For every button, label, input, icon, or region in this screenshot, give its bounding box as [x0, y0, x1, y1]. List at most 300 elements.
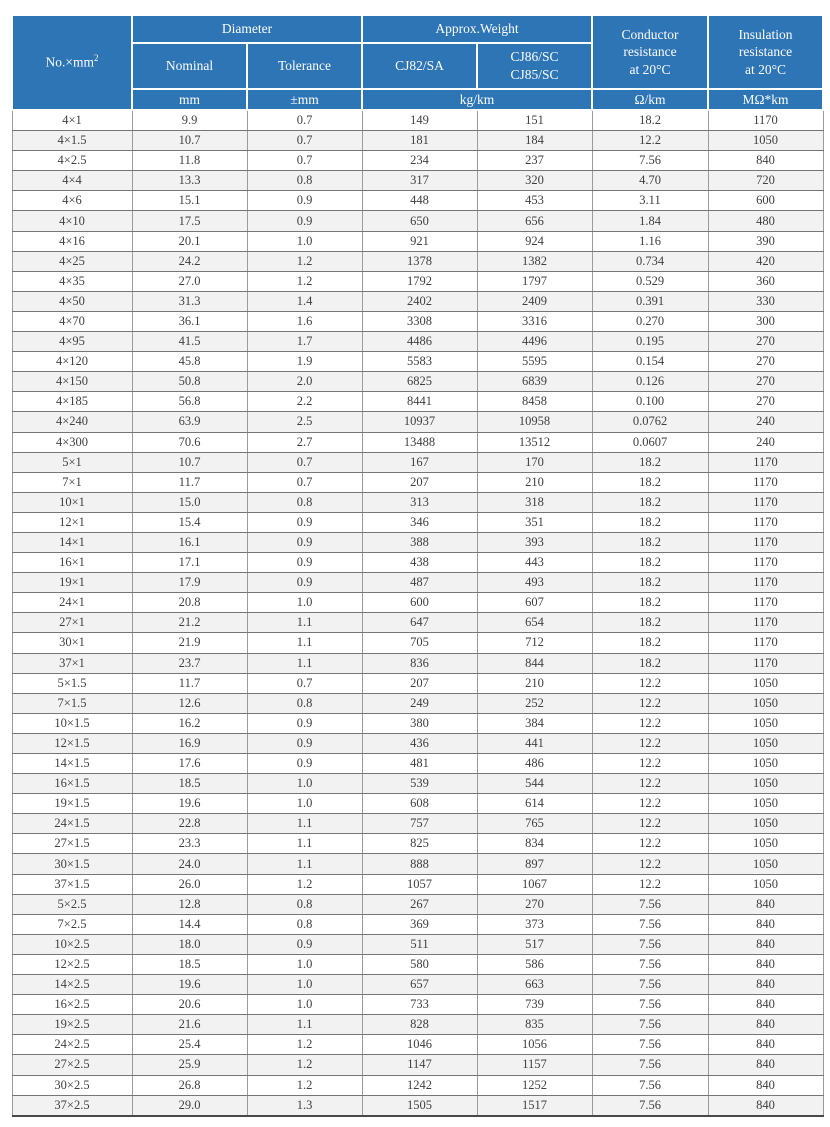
table-cell: 840 — [708, 954, 823, 974]
table-cell: 317 — [362, 171, 477, 191]
table-cell: 18.2 — [592, 553, 708, 573]
table-cell: 517 — [477, 934, 592, 954]
table-cell: 1067 — [477, 874, 592, 894]
table-cell: 3308 — [362, 311, 477, 331]
table-row — [12, 191, 823, 211]
table-cell: 10×2.5 — [12, 934, 132, 954]
table-cell: 0.9 — [247, 573, 362, 593]
table-cell: 0.7 — [247, 452, 362, 472]
table-row — [12, 633, 823, 653]
table-cell: 267 — [362, 894, 477, 914]
table-cell: 380 — [362, 713, 477, 733]
table-cell: 7.56 — [592, 1095, 708, 1116]
table-cell: 2.5 — [247, 412, 362, 432]
column-header-cj86-cj85 — [477, 43, 592, 89]
table-cell: 13488 — [362, 432, 477, 452]
table-cell: 0.0762 — [592, 412, 708, 432]
table-cell: 7×1.5 — [12, 693, 132, 713]
table-cell: 184 — [477, 131, 592, 151]
table-cell: 18.2 — [592, 110, 708, 131]
table-cell: 17.5 — [132, 211, 247, 231]
table-cell: 4×16 — [12, 231, 132, 251]
table-cell: 825 — [362, 834, 477, 854]
table-cell: 56.8 — [132, 392, 247, 412]
cj86-line1: CJ86/SC — [510, 49, 559, 65]
table-cell: 1797 — [477, 271, 592, 291]
table-cell: 18.2 — [592, 532, 708, 552]
table-cell: 240 — [708, 412, 823, 432]
table-cell: 1.4 — [247, 291, 362, 311]
table-cell: 351 — [477, 512, 592, 532]
cable-spec-table — [11, 14, 824, 1117]
table-row — [12, 613, 823, 633]
table-cell: 1056 — [477, 1035, 592, 1055]
table-cell: 16×1.5 — [12, 774, 132, 794]
table-cell: 167 — [362, 452, 477, 472]
table-cell: 486 — [477, 754, 592, 774]
table-cell: 4×6 — [12, 191, 132, 211]
table-cell: 24×2.5 — [12, 1035, 132, 1055]
table-cell: 37×1.5 — [12, 874, 132, 894]
table-cell: 7.56 — [592, 995, 708, 1015]
table-cell: 7.56 — [592, 934, 708, 954]
table-cell: 4×4 — [12, 171, 132, 191]
table-cell: 828 — [362, 1015, 477, 1035]
insulation-line2: resistance — [738, 44, 793, 60]
table-cell: 1170 — [708, 472, 823, 492]
table-cell: 63.9 — [132, 412, 247, 432]
table-cell: 0.9 — [247, 754, 362, 774]
table-cell: 1.0 — [247, 593, 362, 613]
table-cell: 1050 — [708, 834, 823, 854]
table-cell: 15.0 — [132, 492, 247, 512]
table-cell: 270 — [477, 894, 592, 914]
table-cell: 4×1 — [12, 110, 132, 131]
table-cell: 1.1 — [247, 633, 362, 653]
table-cell: 12.2 — [592, 754, 708, 774]
table-row — [12, 452, 823, 472]
table-row — [12, 573, 823, 593]
table-row — [12, 934, 823, 954]
table-cell: 18.2 — [592, 573, 708, 593]
table-cell: 27×1.5 — [12, 834, 132, 854]
table-cell: 1.0 — [247, 231, 362, 251]
table-cell: 27.0 — [132, 271, 247, 291]
table-cell: 544 — [477, 774, 592, 794]
table-cell: 1050 — [708, 713, 823, 733]
table-cell: 1.16 — [592, 231, 708, 251]
table-body — [12, 110, 823, 1116]
table-cell: 0.7 — [247, 110, 362, 131]
table-cell: 4×150 — [12, 372, 132, 392]
table-cell: 844 — [477, 653, 592, 673]
table-cell: 12.2 — [592, 794, 708, 814]
table-cell: 18.5 — [132, 774, 247, 794]
table-cell: 41.5 — [132, 332, 247, 352]
table-cell: 11.8 — [132, 151, 247, 171]
table-cell: 448 — [362, 191, 477, 211]
table-cell: 441 — [477, 733, 592, 753]
table-row — [12, 814, 823, 834]
table-cell: 15.1 — [132, 191, 247, 211]
table-cell: 24.2 — [132, 251, 247, 271]
table-cell: 4496 — [477, 332, 592, 352]
table-cell: 1.1 — [247, 653, 362, 673]
unit-kg-km: kg/km — [362, 89, 592, 110]
table-cell: 12.2 — [592, 713, 708, 733]
table-cell: 8441 — [362, 392, 477, 412]
table-cell: 487 — [362, 573, 477, 593]
table-cell: 346 — [362, 512, 477, 532]
table-cell: 840 — [708, 894, 823, 914]
table-cell: 0.9 — [247, 211, 362, 231]
table-cell: 16×2.5 — [12, 995, 132, 1015]
table-cell: 921 — [362, 231, 477, 251]
table-cell: 2.0 — [247, 372, 362, 392]
table-cell: 7×2.5 — [12, 914, 132, 934]
table-cell: 1.0 — [247, 954, 362, 974]
table-cell: 36.1 — [132, 311, 247, 331]
table-cell: 21.2 — [132, 613, 247, 633]
table-cell: 1.0 — [247, 774, 362, 794]
table-cell: 1170 — [708, 593, 823, 613]
table-cell: 26.8 — [132, 1075, 247, 1095]
table-cell: 580 — [362, 954, 477, 974]
table-cell: 16.2 — [132, 713, 247, 733]
table-cell: 7.56 — [592, 1055, 708, 1075]
table-cell: 1.3 — [247, 1095, 362, 1116]
table-cell: 240 — [708, 432, 823, 452]
table-cell: 1.2 — [247, 1055, 362, 1075]
table-cell: 1050 — [708, 794, 823, 814]
table-cell: 1170 — [708, 492, 823, 512]
column-header-no-mm2 — [12, 15, 132, 110]
table-cell: 1050 — [708, 774, 823, 794]
table-cell: 600 — [362, 593, 477, 613]
table-cell: 14×1.5 — [12, 754, 132, 774]
table-cell: 836 — [362, 653, 477, 673]
table-cell: 0.154 — [592, 352, 708, 372]
table-cell: 249 — [362, 693, 477, 713]
table-cell: 654 — [477, 613, 592, 633]
table-cell: 9.9 — [132, 110, 247, 131]
table-cell: 840 — [708, 995, 823, 1015]
table-cell: 1170 — [708, 553, 823, 573]
table-cell: 10×1.5 — [12, 713, 132, 733]
table-cell: 1170 — [708, 110, 823, 131]
table-cell: 1517 — [477, 1095, 592, 1116]
table-cell: 19.6 — [132, 794, 247, 814]
table-cell: 7.56 — [592, 1075, 708, 1095]
table-cell: 897 — [477, 854, 592, 874]
table-cell: 360 — [708, 271, 823, 291]
table-cell: 12.2 — [592, 834, 708, 854]
table-cell: 511 — [362, 934, 477, 954]
table-cell: 4×70 — [12, 311, 132, 331]
table-cell: 237 — [477, 151, 592, 171]
table-cell: 4.70 — [592, 171, 708, 191]
table-cell: 0.8 — [247, 492, 362, 512]
table-cell: 16×1 — [12, 553, 132, 573]
table-row — [12, 553, 823, 573]
table-row — [12, 151, 823, 171]
table-cell: 45.8 — [132, 352, 247, 372]
table-cell: 252 — [477, 693, 592, 713]
table-row — [12, 131, 823, 151]
table-row — [12, 532, 823, 552]
table-cell: 1.9 — [247, 352, 362, 372]
table-cell: 1170 — [708, 653, 823, 673]
table-cell: 539 — [362, 774, 477, 794]
table-cell: 0.8 — [247, 693, 362, 713]
table-cell: 11.7 — [132, 472, 247, 492]
table-cell: 438 — [362, 553, 477, 573]
table-cell: 16.9 — [132, 733, 247, 753]
table-cell: 70.6 — [132, 432, 247, 452]
table-cell: 12×1 — [12, 512, 132, 532]
table-cell: 10937 — [362, 412, 477, 432]
table-cell: 608 — [362, 794, 477, 814]
table-cell: 1505 — [362, 1095, 477, 1116]
table-cell: 234 — [362, 151, 477, 171]
table-header — [12, 15, 823, 110]
table-cell: 12.2 — [592, 774, 708, 794]
table-cell: 313 — [362, 492, 477, 512]
table-cell: 1050 — [708, 733, 823, 753]
column-header-nominal: Nominal — [132, 43, 247, 89]
table-cell: 270 — [708, 352, 823, 372]
table-cell: 393 — [477, 532, 592, 552]
table-cell: 270 — [708, 392, 823, 412]
table-cell: 2409 — [477, 291, 592, 311]
table-cell: 1170 — [708, 452, 823, 472]
table-cell: 330 — [708, 291, 823, 311]
table-cell: 647 — [362, 613, 477, 633]
table-cell: 1170 — [708, 633, 823, 653]
table-row — [12, 512, 823, 532]
table-cell: 888 — [362, 854, 477, 874]
table-cell: 30×2.5 — [12, 1075, 132, 1095]
table-cell: 5×1.5 — [12, 673, 132, 693]
table-cell: 0.7 — [247, 673, 362, 693]
table-row — [12, 110, 823, 131]
table-cell: 720 — [708, 171, 823, 191]
table-cell: 0.7 — [247, 151, 362, 171]
table-row — [12, 794, 823, 814]
table-cell: 0.9 — [247, 532, 362, 552]
table-cell: 1.1 — [247, 613, 362, 633]
table-cell: 373 — [477, 914, 592, 934]
group-header-diameter: Diameter — [132, 15, 362, 43]
table-cell: 1170 — [708, 573, 823, 593]
table-row — [12, 392, 823, 412]
table-row — [12, 251, 823, 271]
column-header-tolerance: Tolerance — [247, 43, 362, 89]
table-cell: 5595 — [477, 352, 592, 372]
table-cell: 1378 — [362, 251, 477, 271]
table-cell: 1.0 — [247, 975, 362, 995]
table-cell: 13.3 — [132, 171, 247, 191]
table-row — [12, 352, 823, 372]
table-cell: 0.9 — [247, 733, 362, 753]
table-cell: 30×1.5 — [12, 854, 132, 874]
table-cell: 1.1 — [247, 814, 362, 834]
table-cell: 657 — [362, 975, 477, 995]
table-cell: 384 — [477, 713, 592, 733]
table-cell: 18.2 — [592, 653, 708, 673]
table-cell: 0.9 — [247, 934, 362, 954]
table-cell: 13512 — [477, 432, 592, 452]
table-cell: 453 — [477, 191, 592, 211]
table-cell: 210 — [477, 472, 592, 492]
group-header-approx-weight: Approx.Weight — [362, 15, 592, 43]
table-cell: 840 — [708, 914, 823, 934]
table-cell: 840 — [708, 1035, 823, 1055]
table-cell: 0.9 — [247, 191, 362, 211]
table-cell: 840 — [708, 1055, 823, 1075]
table-cell: 26.0 — [132, 874, 247, 894]
table-row — [12, 894, 823, 914]
table-cell: 1050 — [708, 693, 823, 713]
table-row — [12, 1055, 823, 1075]
table-cell: 19.6 — [132, 975, 247, 995]
table-row — [12, 492, 823, 512]
table-cell: 50.8 — [132, 372, 247, 392]
table-cell: 151 — [477, 110, 592, 131]
table-cell: 15.4 — [132, 512, 247, 532]
table-row — [12, 693, 823, 713]
table-cell: 3316 — [477, 311, 592, 331]
column-header-conductor-resistance — [592, 15, 708, 89]
table-row — [12, 332, 823, 352]
table-cell: 1050 — [708, 874, 823, 894]
table-cell: 1170 — [708, 613, 823, 633]
no-mm2-superscript: 2 — [94, 53, 99, 64]
table-cell: 757 — [362, 814, 477, 834]
table-cell: 4×240 — [12, 412, 132, 432]
table-cell: 0.9 — [247, 512, 362, 532]
table-cell: 733 — [362, 995, 477, 1015]
table-cell: 0.8 — [247, 894, 362, 914]
table-cell: 1057 — [362, 874, 477, 894]
table-cell: 12.2 — [592, 733, 708, 753]
table-cell: 840 — [708, 975, 823, 995]
table-cell: 0.9 — [247, 713, 362, 733]
table-cell: 18.2 — [592, 492, 708, 512]
table-cell: 2.2 — [247, 392, 362, 412]
table-cell: 7.56 — [592, 954, 708, 974]
table-row — [12, 914, 823, 934]
table-row — [12, 171, 823, 191]
unit-mm: mm — [132, 89, 247, 110]
table-cell: 300 — [708, 311, 823, 331]
table-cell: 19×1.5 — [12, 794, 132, 814]
table-cell: 20.1 — [132, 231, 247, 251]
table-cell: 3.11 — [592, 191, 708, 211]
table-cell: 840 — [708, 151, 823, 171]
column-header-insulation-resistance — [708, 15, 823, 89]
table-row — [12, 1075, 823, 1095]
table-cell: 712 — [477, 633, 592, 653]
table-cell: 1.2 — [247, 271, 362, 291]
table-cell: 1.2 — [247, 251, 362, 271]
table-cell: 1170 — [708, 532, 823, 552]
table-cell: 1147 — [362, 1055, 477, 1075]
table-row — [12, 854, 823, 874]
table-cell: 270 — [708, 332, 823, 352]
table-cell: 207 — [362, 472, 477, 492]
table-cell: 834 — [477, 834, 592, 854]
table-cell: 5583 — [362, 352, 477, 372]
table-cell: 320 — [477, 171, 592, 191]
table-row — [12, 975, 823, 995]
table-cell: 0.8 — [247, 171, 362, 191]
table-cell: 1050 — [708, 754, 823, 774]
table-cell: 4×35 — [12, 271, 132, 291]
table-cell: 4×120 — [12, 352, 132, 372]
table-cell: 0.391 — [592, 291, 708, 311]
table-cell: 5×1 — [12, 452, 132, 472]
table-cell: 1.7 — [247, 332, 362, 352]
table-cell: 12×2.5 — [12, 954, 132, 974]
table-cell: 170 — [477, 452, 592, 472]
table-cell: 18.2 — [592, 512, 708, 532]
table-row — [12, 231, 823, 251]
table-cell: 8458 — [477, 392, 592, 412]
table-cell: 1.0 — [247, 794, 362, 814]
table-cell: 4×50 — [12, 291, 132, 311]
table-row — [12, 834, 823, 854]
table-cell: 1.1 — [247, 1015, 362, 1035]
table-cell: 436 — [362, 733, 477, 753]
table-cell: 7.56 — [592, 1015, 708, 1035]
table-cell: 1.2 — [247, 1035, 362, 1055]
table-cell: 25.4 — [132, 1035, 247, 1055]
table-cell: 37×1 — [12, 653, 132, 673]
table-cell: 4×2.5 — [12, 151, 132, 171]
table-cell: 12×1.5 — [12, 733, 132, 753]
table-cell: 388 — [362, 532, 477, 552]
table-cell: 840 — [708, 1095, 823, 1116]
table-cell: 1170 — [708, 512, 823, 532]
unit-ohm-km: Ω/km — [592, 89, 708, 110]
table-row — [12, 1035, 823, 1055]
table-cell: 0.0607 — [592, 432, 708, 452]
table-cell: 0.100 — [592, 392, 708, 412]
table-cell: 1.0 — [247, 995, 362, 1015]
table-cell: 0.7 — [247, 131, 362, 151]
table-cell: 5×2.5 — [12, 894, 132, 914]
table-cell: 765 — [477, 814, 592, 834]
table-cell: 0.8 — [247, 914, 362, 934]
table-cell: 10.7 — [132, 452, 247, 472]
table-cell: 1.1 — [247, 854, 362, 874]
table-cell: 30×1 — [12, 633, 132, 653]
table-cell: 614 — [477, 794, 592, 814]
table-cell: 24×1.5 — [12, 814, 132, 834]
table-cell: 12.6 — [132, 693, 247, 713]
table-cell: 493 — [477, 573, 592, 593]
table-row — [12, 995, 823, 1015]
table-cell: 1157 — [477, 1055, 592, 1075]
table-cell: 12.2 — [592, 693, 708, 713]
table-cell: 18.2 — [592, 452, 708, 472]
table-row — [12, 754, 823, 774]
table-cell: 481 — [362, 754, 477, 774]
table-cell: 149 — [362, 110, 477, 131]
table-cell: 27×1 — [12, 613, 132, 633]
table-cell: 480 — [708, 211, 823, 231]
